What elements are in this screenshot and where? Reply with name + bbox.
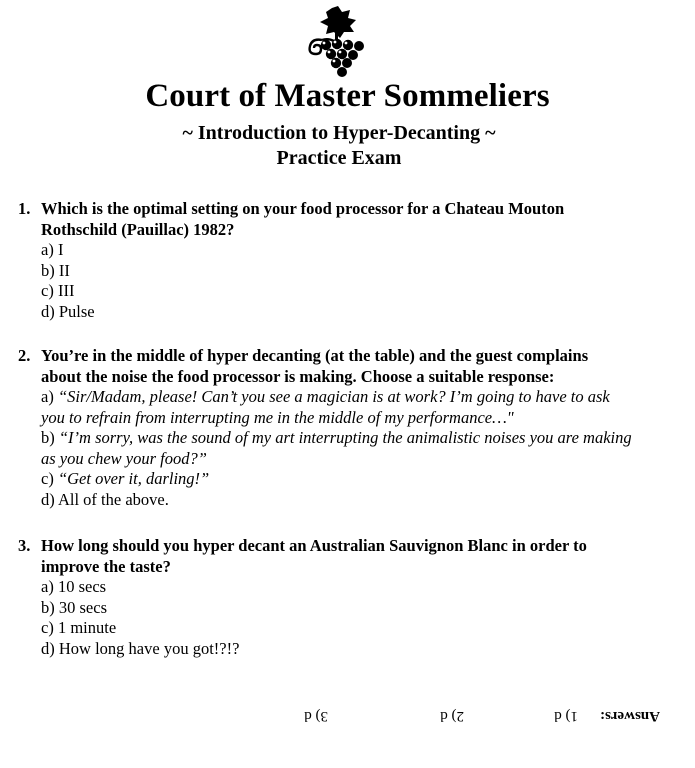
answer-key-label: Answers:: [600, 708, 660, 724]
question-line: You’re in the middle of hyper decanting (at the table) and the guest complains: [41, 346, 589, 365]
option-a: a) I: [41, 240, 64, 259]
question-number: 3.: [18, 536, 31, 555]
page-title: Court of Master Sommeliers: [145, 78, 550, 114]
option-b-continued: as you chew your food?”: [41, 448, 207, 468]
option-c: c) “Get over it, darling!”: [41, 469, 210, 488]
question-line: Rothschild (Pauillac) 1982?: [41, 219, 235, 239]
grapevine-icon: [298, 6, 374, 80]
answer-2: 2) d: [440, 708, 464, 724]
question-text: [41, 199, 681, 240]
option-b: b) II: [41, 260, 70, 280]
option-b: b) 30 secs: [41, 597, 107, 617]
question-text: [41, 346, 681, 387]
option-a: a) 10 secs: [41, 577, 107, 596]
question-number: 2.: [18, 346, 31, 365]
question-line: about the noise the food processor is making. Choose a suitable response:: [41, 366, 555, 386]
option-b: b) “I’m sorry, was the sound of my art interrupting the animalistic noises you are making: [41, 428, 632, 447]
answer-1: 1) d: [554, 708, 578, 724]
question-text: [41, 536, 681, 577]
option-list: [41, 387, 691, 510]
option-a: a) “Sir/Madam, please! Can’t you see a magician is at work? I’m going to have to ask: [41, 387, 610, 406]
option-d: d) All of the above.: [41, 489, 169, 509]
option-c: c) III: [41, 281, 75, 300]
option-d: d) How long have you got!?!?: [41, 638, 240, 658]
question-line: improve the taste?: [41, 556, 171, 576]
answer-3: 3) d: [304, 708, 328, 724]
option-a-continued: you to refrain from interrupting me in the middle of my performance…": [41, 407, 514, 427]
question-line: Which is the optimal setting on your food processor for a Chateau Mouton: [41, 199, 565, 218]
option-d: d) Pulse: [41, 301, 95, 321]
option-list: [41, 240, 691, 322]
option-c: c) 1 minute: [41, 618, 117, 637]
page-subtitle: ~ Introduction to Hyper-Decanting ~: [182, 122, 496, 144]
question-number: 1.: [18, 199, 31, 218]
exam-label: Practice Exam: [276, 147, 402, 169]
question-line: How long should you hyper decant an Australian Sauvignon Blanc in order to: [41, 536, 587, 555]
answer-key: [300, 702, 660, 724]
option-list: [41, 577, 691, 659]
